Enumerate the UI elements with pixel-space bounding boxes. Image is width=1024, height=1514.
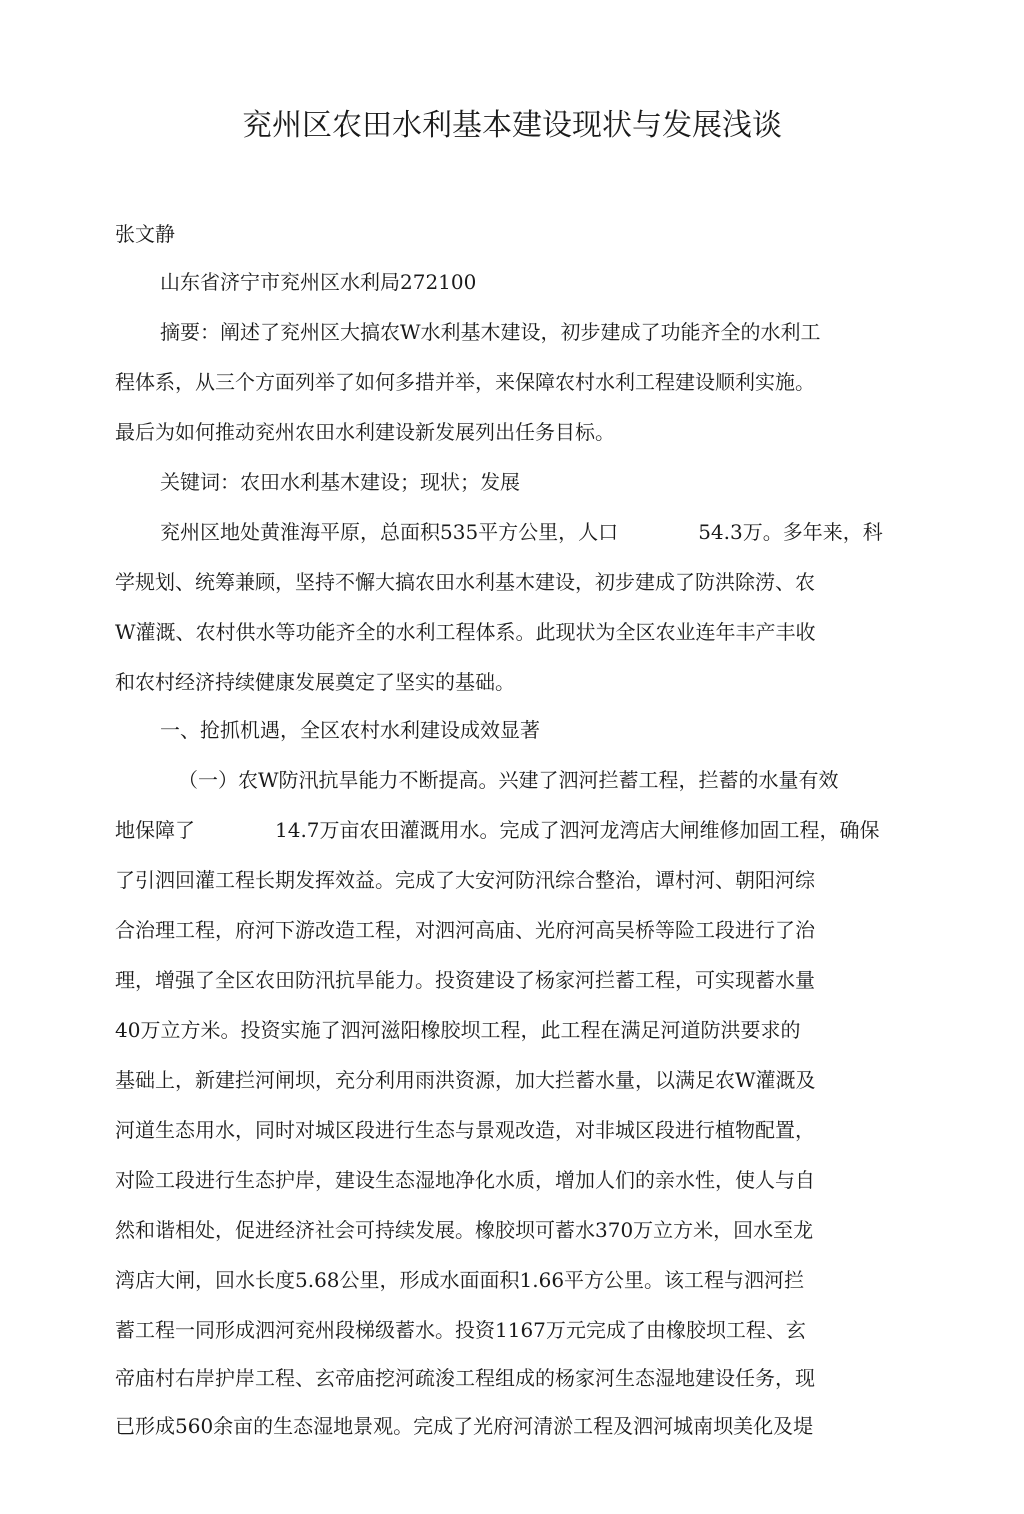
subsection-1-line-5: 理，增强了全区农田防汛抗旱能力。投资建设了杨家河拦蓄工程，可实现蓄水量 — [115, 968, 815, 992]
intro-line-1-part-a: 兖州区地处黄淮海平原，总面积535平方公里，人口 — [160, 520, 619, 544]
subsection-1-line-2-part-a: 地保障了 — [115, 818, 195, 842]
subsection-1-line-9: 对险工段进行生态护岸，建设生态湿地净化水质，增加人们的亲水性，使人与自 — [115, 1168, 815, 1192]
subsection-1-line-14: 已形成560余亩的生态湿地景观。完成了光府河清淤工程及泗河城南坝美化及堤 — [115, 1414, 814, 1438]
intro-line-4: 和农村经济持续健康发展奠定了坚实的基础。 — [115, 670, 515, 694]
intro-line-1-part-b: 54.3万。多年来，科 — [698, 520, 883, 544]
intro-line-1 — [160, 518, 883, 546]
author-affiliation: 山东省济宁市兖州区水利局272100 — [160, 270, 477, 294]
subsection-1-line-8: 河道生态用水，同时对城区段进行生态与景观改造，对非城区段进行植物配置， — [115, 1118, 815, 1142]
author-name: 张文静 — [115, 222, 175, 246]
subsection-1-line-13: 帝庙村右岸护岸工程、玄帝庙挖河疏浚工程组成的杨家河生态湿地建设任务，现 — [115, 1366, 815, 1390]
abstract-line-2: 程体系，从三个方面列举了如何多措并举，来保障农村水利工程建设顺利实施。 — [115, 370, 815, 394]
intro-line-2: 学规划、统筹兼顾，坚持不懈大搞农田水利基木建设，初步建成了防洪除涝、农 — [115, 570, 815, 594]
subsection-1-line-4: 合治理工程，府河下游改造工程，对泗河高庙、光府河高吴桥等险工段进行了治 — [115, 918, 815, 942]
subsection-1-line-1: （一）农W防汛抗旱能力不断提高。兴建了泗河拦蓄工程，拦蓄的水量有效 — [178, 768, 839, 792]
subsection-1-line-2-part-b: 14.7万亩农田灌溉用水。完成了泗河龙湾店大闸维修加固工程，确保 — [275, 818, 880, 842]
keywords-line: 关键词：农田水利基木建设；现状；发展 — [160, 470, 520, 494]
intro-line-3: W灌溉、农村供水等功能齐全的水利工程体系。此现状为全区农业连年丰产丰收 — [115, 620, 816, 644]
subsection-1-line-2 — [115, 816, 880, 844]
subsection-1-line-7: 基础上，新建拦河闸坝，充分利用雨洪资源，加大拦蓄水量，以满足农W灌溉及 — [115, 1068, 816, 1092]
subsection-1-line-6: 40万立方米。投资实施了泗河滋阳橡胶坝工程，此工程在满足河道防洪要求的 — [115, 1018, 801, 1042]
subsection-1-line-12: 蓄工程一同形成泗河兖州段梯级蓄水。投资1167万元完成了由橡胶坝工程、玄 — [115, 1318, 806, 1342]
abstract-line-1: 摘要：阐述了兖州区大搞农W水利基木建设，初步建成了功能齐全的水利工 — [160, 320, 821, 344]
subsection-1-line-11: 湾店大闸，回水长度5.68公里，形成水面面积1.66平方公里。该工程与泗河拦 — [115, 1268, 805, 1292]
abstract-line-3: 最后为如何推动兖州农田水利建设新发展列出任务目标。 — [115, 420, 615, 444]
subsection-1-line-3: 了引泗回灌工程长期发挥效益。完成了大安河防汛综合整治，谭村河、朝阳河综 — [115, 868, 815, 892]
section-1-heading: 一、抢抓机遇，全区农村水利建设成效显著 — [160, 718, 540, 742]
subsection-1-line-10: 然和谐相处，促进经济社会可持续发展。橡胶坝可蓄水370万立方米，回水至龙 — [115, 1218, 814, 1242]
document-title: 兖州区农田水利基本建设现状与发展浅谈 — [242, 108, 782, 143]
